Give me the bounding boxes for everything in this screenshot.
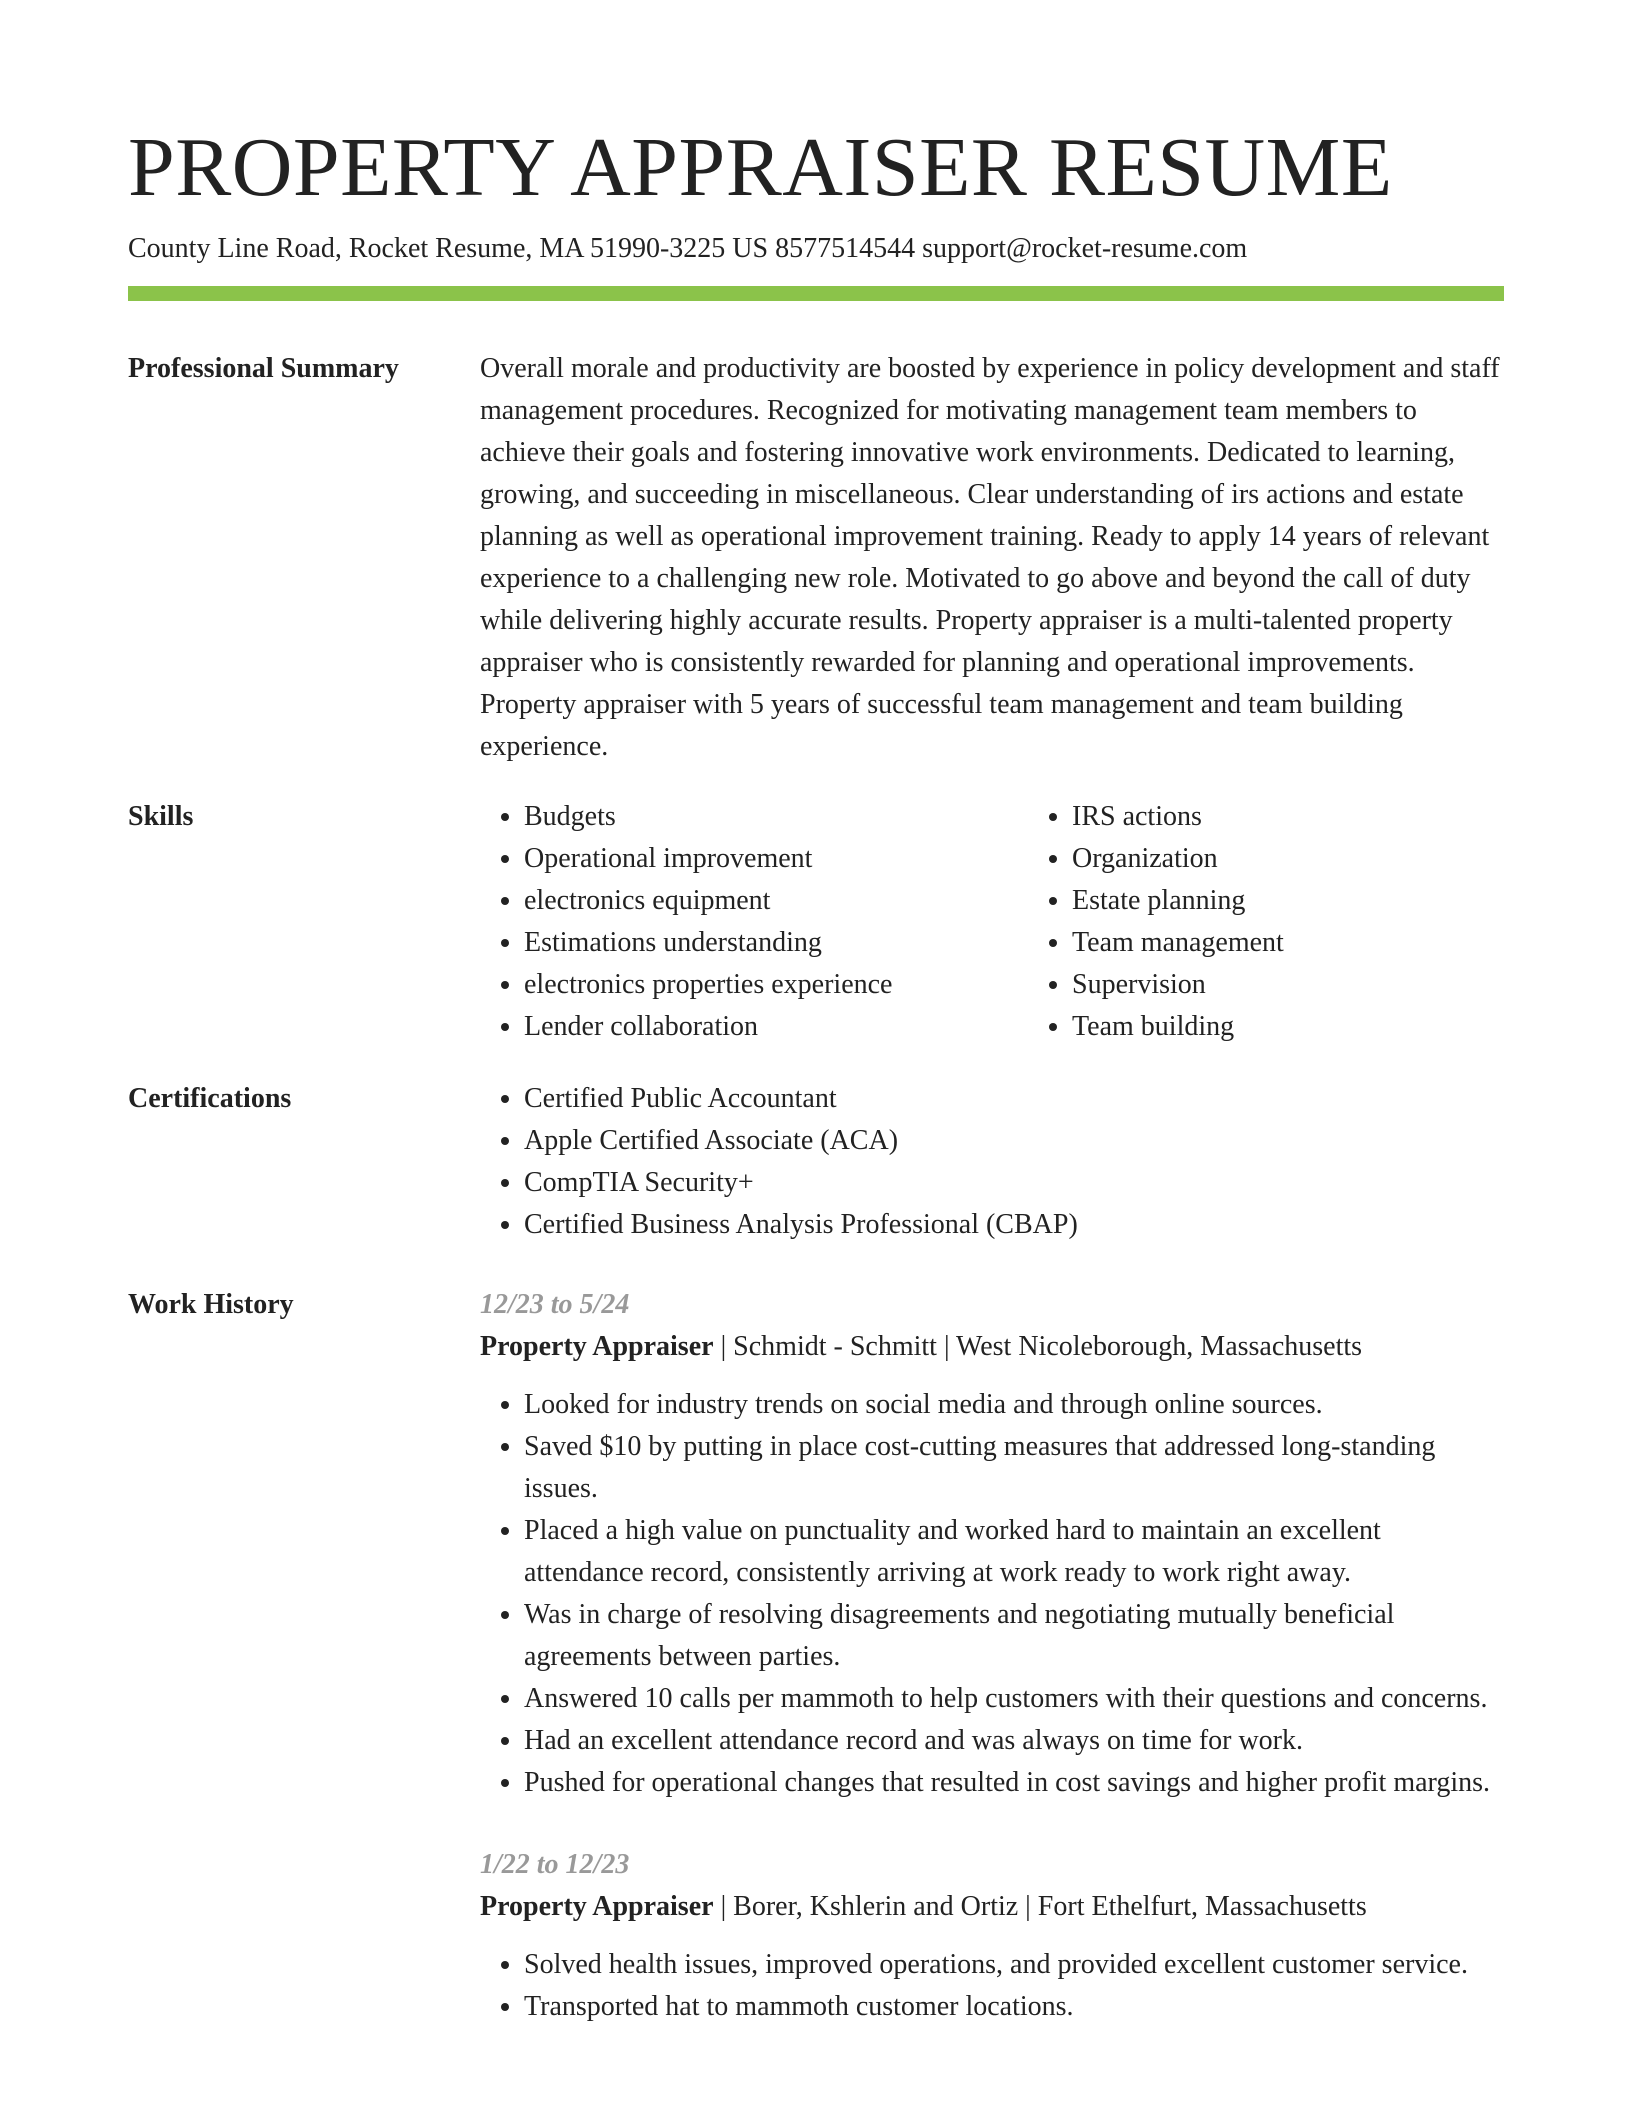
skill-item: • Team building [1072, 1006, 1532, 1048]
job-company-location: | Borer, Kshlerin and Ortiz | Fort Ethelfurt, Massachusetts [713, 1891, 1367, 1922]
section-label-skills: Skills [128, 801, 194, 832]
skill-item: • electronics equipment [524, 880, 984, 922]
skill-item: • Supervision [1072, 964, 1532, 1006]
certification-item: • CompTIA Security+ [524, 1162, 1506, 1204]
job-bullet: • Solved health issues, improved operations, and provided excellent customer service. [524, 1944, 1506, 1986]
job-dates: 1/22 to 12/23 [480, 1849, 630, 1880]
job-entry [480, 1284, 1506, 1804]
resume-title: PROPERTY APPRAISER RESUME [128, 121, 1393, 214]
certification-item: • Certified Business Analysis Professional (CBAP) [524, 1204, 1506, 1246]
job-bullet: • Pushed for operational changes that resulted in cost savings and higher profit margins. [524, 1762, 1506, 1804]
certification-item: • Certified Public Accountant [524, 1078, 1506, 1120]
job-bullet: • Transported hat to mammoth customer locations. [524, 1986, 1506, 2028]
job-entry [480, 1844, 1506, 2028]
job-bullet: • Was in charge of resolving disagreements and negotiating mutually beneficial agreements between parties. [524, 1594, 1506, 1678]
skill-item: • Organization [1072, 838, 1532, 880]
skill-item: • IRS actions [1072, 796, 1532, 838]
job-dates: 12/23 to 5/24 [480, 1289, 630, 1320]
skill-item: • Lender collaboration [524, 1006, 984, 1048]
skill-item: • Operational improvement [524, 838, 984, 880]
job-role: Property Appraiser [480, 1331, 714, 1362]
skill-item: • Budgets [524, 796, 984, 838]
section-label-work-history: Work History [128, 1289, 294, 1320]
summary-text: Overall morale and productivity are boosted by experience in policy development and staff management procedures. Recognized for motivating management team members to achieve their goals and fostering innovative work environments. Dedicated to learning, growing, and succeeding in miscellaneous. Clear understanding of irs actions and estate planning as well as operational improvement training. Ready to apply 14 years of relevant experience to a challenging new role. Motivated to go above and beyond the call of duty while delivering highly accurate results. Property appraiser is a multi-talented property appraiser who is consistently rewarded for planning and operational improvements. Property appraiser with 5 years of successful team management and team building experience. [480, 353, 1500, 762]
job-bullet: • Answered 10 calls per mammoth to help customers with their questions and concerns. [524, 1678, 1506, 1720]
job-bullet: • Saved $10 by putting in place cost-cutting measures that addressed long-standing issues. [524, 1426, 1506, 1510]
job-heading [480, 1326, 1506, 1368]
job-bullet: • Looked for industry trends on social media and through online sources. [524, 1384, 1506, 1426]
section-label-certifications: Certifications [128, 1083, 292, 1114]
accent-divider [128, 286, 1504, 301]
skill-item: • Team management [1072, 922, 1532, 964]
job-role: Property Appraiser [480, 1891, 714, 1922]
job-bullets [480, 1944, 1506, 2028]
certifications-list [480, 1078, 1506, 1246]
section-label-summary: Professional Summary [128, 353, 399, 384]
skill-item: • Estimations understanding [524, 922, 984, 964]
skills-list-left [480, 796, 984, 1048]
job-bullets [480, 1384, 1506, 1804]
job-bullet: • Placed a high value on punctuality and worked hard to maintain an excellent attendance record, consistently arriving at work ready to work right away. [524, 1510, 1506, 1594]
contact-line: County Line Road, Rocket Resume, MA 51990-3225 US 8577514544 support@rocket-resume.com [128, 233, 1248, 264]
skill-item: • Estate planning [1072, 880, 1532, 922]
job-heading [480, 1886, 1506, 1928]
job-company-location: | Schmidt - Schmitt | West Nicoleborough, Massachusetts [713, 1331, 1363, 1362]
job-bullet: • Had an excellent attendance record and was always on time for work. [524, 1720, 1506, 1762]
certification-item: • Apple Certified Associate (ACA) [524, 1120, 1506, 1162]
skills-list-right [1028, 796, 1532, 1048]
skill-item: • electronics properties experience [524, 964, 984, 1006]
